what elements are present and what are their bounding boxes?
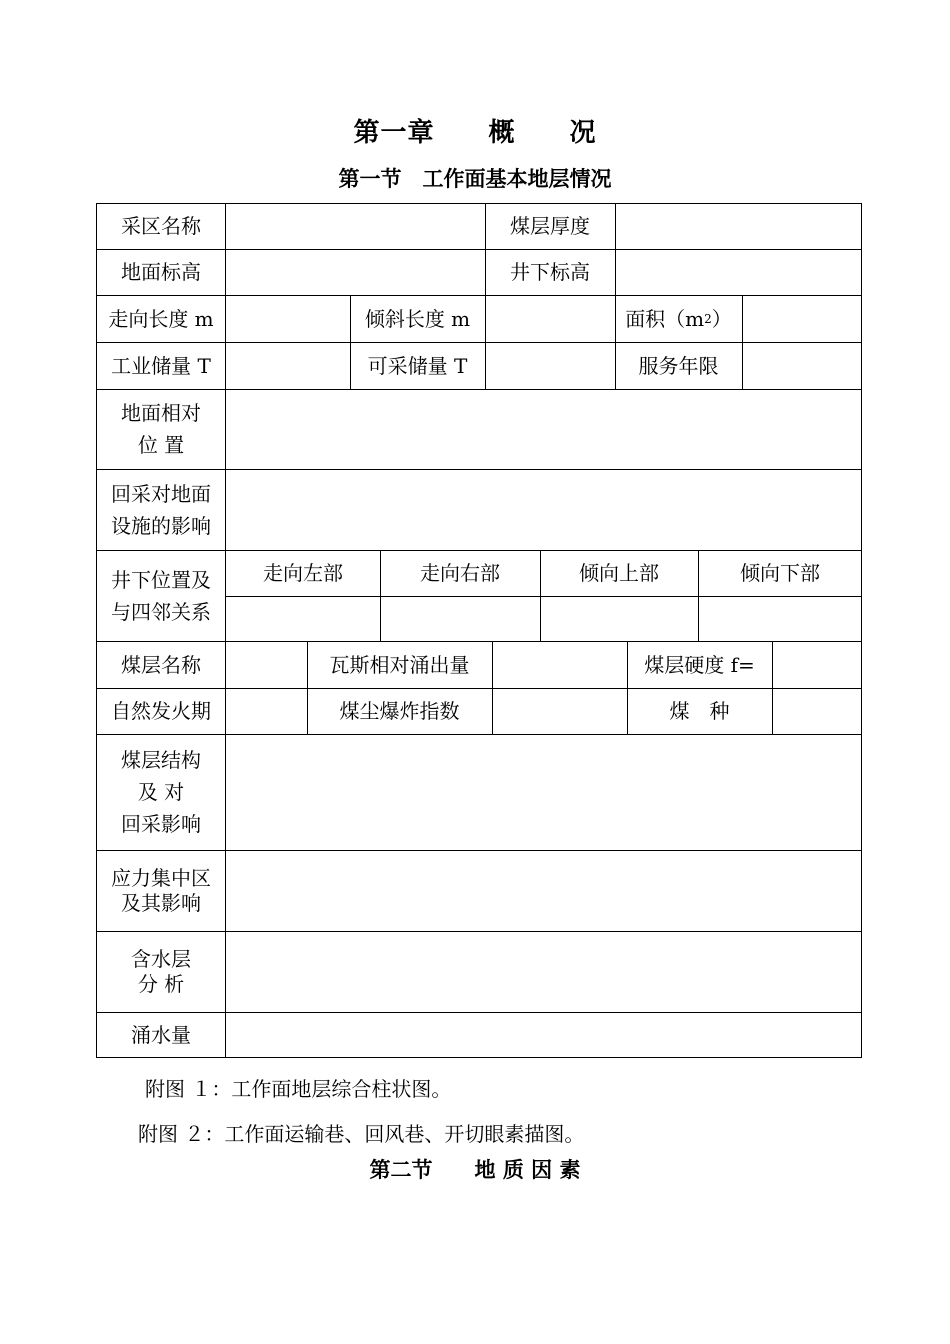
mineable-reserve-label: 可采储量 T [367,353,468,378]
coal-dust-index-label: 煤尘爆炸指数 [339,699,460,723]
stress-concentration-value[interactable] [226,850,862,931]
strike-right-label: 走向右部 [420,561,500,585]
seam-structure-value[interactable] [226,734,862,850]
area-label [615,295,742,342]
coal-type-value[interactable] [772,688,862,734]
area-label-close: ） [711,306,732,331]
underground-position-label: 井下位置及 与四邻关系 [111,567,211,624]
aquifer-value[interactable] [226,931,862,1012]
spontaneous-combustion-value[interactable] [226,688,307,734]
dip-lower-value[interactable] [698,596,862,641]
dip-length-value[interactable] [485,295,615,342]
gas-emission-label: 瓦斯相对涌出量 [329,652,470,677]
water-inflow-label: 涌水量 [131,1023,191,1047]
ground-relative-position-label: 地面相对 位 置 [121,401,201,457]
seam-thickness-label: 煤层厚度 [510,214,590,238]
coal-type-label: 煤 种 [669,699,730,723]
strike-right-value[interactable] [380,596,540,641]
dip-length-label: 倾斜长度 m [364,306,471,331]
seam-hardness-value[interactable] [772,641,862,688]
mining-impact-value[interactable] [226,469,862,550]
mineable-reserve-value[interactable] [485,342,615,389]
ground-elevation-label: 地面标高 [121,260,201,284]
industrial-reserve-value[interactable] [226,342,350,389]
strike-length-value[interactable] [226,295,350,342]
underground-elevation-value[interactable] [615,249,862,295]
spontaneous-combustion-label: 自然发火期 [111,699,211,723]
underground-elevation-label: 井下标高 [510,260,590,284]
stress-concentration-label: 应力集中区 及其影响 [111,865,211,915]
section-title: 第一节 工作面基本地层情况 [338,167,612,191]
aquifer-label: 含水层 分 析 [131,946,191,996]
water-inflow-value[interactable] [226,1012,862,1058]
section2-title: 第二节 地 质 因 素 [369,1158,581,1182]
coal-dust-index-value[interactable] [492,688,627,734]
industrial-reserve-label: 工业储量 T [111,353,211,378]
dip-upper-label: 倾向上部 [579,561,659,585]
seam-hardness-label: 煤层硬度 f= [644,652,755,677]
strike-length-label: 走向长度 m [108,306,214,331]
service-life-label: 服务年限 [638,353,719,378]
seam-structure-label: 煤层结构 及 对 回采影响 [121,748,201,836]
dip-lower-label: 倾向下部 [740,561,820,585]
service-life-value[interactable] [742,342,862,389]
seam-name-label: 煤层名称 [121,652,201,677]
area-value[interactable] [742,295,862,342]
area-label-text: 面积（m [625,306,705,331]
appendix-note-1: 附图 １：工作面地层综合柱状图。 [145,1077,452,1101]
strike-left-value[interactable] [226,596,380,641]
mining-impact-label: 回采对地面 设施的影响 [111,481,211,538]
dip-upper-value[interactable] [540,596,698,641]
seam-thickness-value[interactable] [615,203,862,249]
appendix-note-2: 附图 ２：工作面运输巷、回风巷、开切眼素描图。 [138,1122,585,1146]
ground-relative-position-value[interactable] [226,389,862,469]
seam-name-value[interactable] [226,641,307,688]
area-superscript: 2 [704,311,712,326]
strike-left-label: 走向左部 [263,561,343,585]
ground-elevation-value[interactable] [226,249,485,295]
mining-area-name-value[interactable] [226,203,485,249]
gas-emission-value[interactable] [492,641,627,688]
mining-area-name-label: 采区名称 [121,214,201,238]
chapter-title: 第一章 概 况 [353,118,597,148]
